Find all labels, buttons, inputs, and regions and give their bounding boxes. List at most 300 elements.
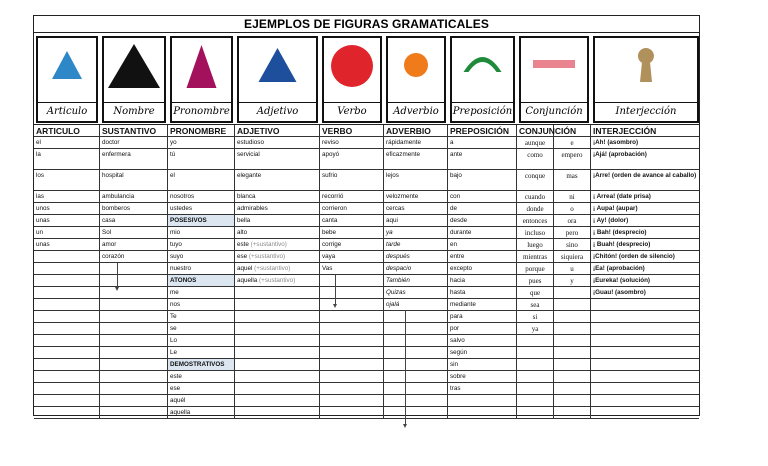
table-cell: empero <box>554 149 591 169</box>
table-cell: cuando <box>517 191 554 202</box>
table-cell: con <box>448 191 517 202</box>
table-cell <box>34 371 100 382</box>
table-cell <box>235 335 320 346</box>
table-row <box>34 137 699 149</box>
table-cell: ya <box>384 227 448 238</box>
table-cell: bella <box>235 215 320 226</box>
column-header: VERBO <box>320 125 384 136</box>
card-caption: Verbo <box>324 102 380 121</box>
table-cell: como <box>517 149 554 169</box>
table-cell: aquella <box>168 407 235 418</box>
table-cell: suyo <box>168 251 235 262</box>
table-cell: rápidamente <box>384 137 448 148</box>
table-cell <box>100 299 168 310</box>
table-cell: Te <box>168 311 235 322</box>
table-cell: que <box>517 287 554 298</box>
table-cell <box>34 287 100 298</box>
table-cell <box>554 383 591 394</box>
table-cell: blanca <box>235 191 320 202</box>
table-cell <box>517 383 554 394</box>
card-frame <box>593 36 699 123</box>
table-cell <box>100 323 168 334</box>
table-cell <box>554 287 591 298</box>
table-cell <box>34 275 100 286</box>
table-cell <box>100 263 168 274</box>
table-row <box>34 383 699 395</box>
table-cell: entre <box>448 251 517 262</box>
table-cell: ¡Eureka! (solución) <box>593 277 651 284</box>
table-cell: según <box>448 347 517 358</box>
table-cell <box>591 311 701 322</box>
table-cell <box>517 359 554 370</box>
table-row <box>34 287 699 299</box>
table-cell: mediante <box>448 299 517 310</box>
table-cell: despacio <box>384 263 448 274</box>
card-verbo <box>320 33 384 125</box>
table-cell: ese <box>168 383 235 394</box>
table-cell: durante <box>448 227 517 238</box>
card-caption: Conjunción <box>521 102 587 121</box>
table-cell: corazón <box>100 251 168 262</box>
card-frame <box>519 36 589 123</box>
table-cell <box>235 407 320 418</box>
table-row <box>34 299 699 311</box>
column-header <box>554 125 591 136</box>
table-cell <box>100 383 168 394</box>
circle-small-shape <box>404 53 428 77</box>
table-cell <box>554 395 591 406</box>
card-caption: Preposición <box>452 102 513 121</box>
table-cell: unos <box>34 203 100 214</box>
table-cell: las <box>34 191 100 202</box>
table-cell: para <box>448 311 517 322</box>
table-cell <box>235 347 320 358</box>
table-cell <box>100 347 168 358</box>
table-cell: Vas <box>320 263 384 274</box>
table-cell <box>591 383 701 394</box>
table-cell <box>100 287 168 298</box>
bar-icon <box>521 38 587 101</box>
table-cell: este <box>168 371 235 382</box>
table-cell: mientras <box>517 251 554 262</box>
table-cell <box>591 371 701 382</box>
arc-icon <box>452 38 513 101</box>
arc-shape <box>464 57 502 72</box>
table-cell <box>100 395 168 406</box>
table-cell: corrige <box>320 239 384 250</box>
table-cell <box>100 407 168 418</box>
table-row <box>34 347 699 359</box>
table-cell <box>591 323 701 334</box>
table-cell <box>554 311 591 322</box>
table-cell: amor <box>100 239 168 250</box>
table-cell: nos <box>168 299 235 310</box>
table-cell: porque <box>517 263 554 274</box>
table-cell: se <box>168 323 235 334</box>
table-cell: POSESIVOS <box>168 215 235 226</box>
bar-shape <box>533 60 575 68</box>
table-cell: cercas <box>384 203 448 214</box>
table-cell: y <box>554 275 591 286</box>
table-cell: ante <box>448 149 517 169</box>
table-cell: ¡Guau! (asombro) <box>593 289 646 296</box>
table-cell: ¡Chitón! (orden de silencio) <box>593 253 675 260</box>
table-cell: Lo <box>168 335 235 346</box>
triangle-tall-icon <box>172 38 231 101</box>
table-cell: mio <box>168 227 235 238</box>
table-cell: ATONOS <box>168 275 235 286</box>
table-cell: o <box>554 203 591 214</box>
table-row <box>34 215 699 227</box>
table-cell <box>320 311 384 322</box>
table-cell <box>100 359 168 370</box>
table-cell: ambulancia <box>100 191 168 202</box>
table-cell: un <box>34 227 100 238</box>
table-cell <box>320 407 384 418</box>
table-cell: aqui <box>384 215 448 226</box>
table-cell: Le <box>168 347 235 358</box>
table-cell: vaya <box>320 251 384 262</box>
card-frame <box>322 36 382 123</box>
keyhole-shape <box>638 48 654 82</box>
table-cell: ¡Ea! (aprobación) <box>593 265 645 272</box>
circle-large-shape <box>331 45 373 87</box>
table-row <box>34 263 699 275</box>
table-cell <box>384 347 448 358</box>
card-caption: Articulo <box>38 102 96 121</box>
table-cell: tú <box>168 149 235 169</box>
table-cell <box>34 359 100 370</box>
table-cell <box>384 335 448 346</box>
table-cell: aunque <box>517 137 554 148</box>
table-cell: en <box>448 239 517 250</box>
table-cell: tarde <box>384 239 448 250</box>
table-cell <box>448 407 517 418</box>
table-row <box>34 275 699 287</box>
card-frame <box>102 36 166 123</box>
table-cell: ¡Ajá! (aprobación) <box>593 151 647 158</box>
table-cell: sino <box>554 239 591 250</box>
table-cell <box>554 407 591 418</box>
table-cell <box>554 299 591 310</box>
table-cell: elegante <box>235 170 320 190</box>
table-cell: e <box>554 137 591 148</box>
table-cell: donde <box>517 203 554 214</box>
table-cell <box>235 287 320 298</box>
card-caption: Nombre <box>104 102 164 121</box>
table-cell: el <box>168 170 235 190</box>
table-cell <box>320 383 384 394</box>
table-cell: doctor <box>100 137 168 148</box>
table-cell: servicial <box>235 149 320 169</box>
table-cell: Quizas <box>384 287 448 298</box>
table-row <box>34 395 699 407</box>
table-cell <box>554 323 591 334</box>
table-cell <box>34 323 100 334</box>
table-cell: entonces <box>517 215 554 226</box>
table-cell: nosotros <box>168 191 235 202</box>
table-cell <box>517 395 554 406</box>
card-adjetivo <box>235 33 320 125</box>
table-row <box>34 239 699 251</box>
table-cell <box>591 395 701 406</box>
table-cell: ese (+sustantivo) <box>235 251 320 262</box>
table-cell: unas <box>34 215 100 226</box>
table-cell: enfermera <box>100 149 168 169</box>
table-cell: ¡ Bah! (desprecio) <box>593 229 647 236</box>
table-cell: pero <box>554 227 591 238</box>
table-cell <box>235 311 320 322</box>
card-adverbio <box>384 33 448 125</box>
table-cell: u <box>554 263 591 274</box>
table-cell <box>320 371 384 382</box>
table-cell: velozmente <box>384 191 448 202</box>
table-cell <box>554 347 591 358</box>
table-cell: ora <box>554 215 591 226</box>
table-cell: corrieron <box>320 203 384 214</box>
table-cell: por <box>448 323 517 334</box>
table-cell: unas <box>34 239 100 250</box>
table-cell <box>320 323 384 334</box>
table-cell: aquel (+sustantivo) <box>235 263 320 274</box>
table-cell <box>591 347 701 358</box>
down-arrow-icon <box>117 263 118 288</box>
table-cell: ¡ Ay! (dolor) <box>593 217 629 224</box>
down-arrow-icon <box>405 310 406 425</box>
table-cell: admirables <box>235 203 320 214</box>
table-cell <box>554 335 591 346</box>
table-cell <box>34 251 100 262</box>
table-cell <box>517 347 554 358</box>
table-cell <box>384 395 448 406</box>
table-cell: ¡Arre! (orden de avance al caballo) <box>593 172 697 179</box>
table-cell <box>384 371 448 382</box>
table-row <box>34 149 699 170</box>
table-cell: conque <box>517 170 554 190</box>
column-header: ADJETIVO <box>235 125 320 136</box>
table-cell: este (+sustantivo) <box>235 239 320 250</box>
table-cell <box>235 371 320 382</box>
card-articulo <box>34 33 100 125</box>
table-cell: yo <box>168 137 235 148</box>
table-cell: pues <box>517 275 554 286</box>
triangle-medium-icon <box>239 38 316 101</box>
table-cell <box>34 347 100 358</box>
table-cell <box>320 359 384 370</box>
column-header: PRONOMBRE <box>168 125 235 136</box>
table-cell: aquél <box>168 395 235 406</box>
table-cell <box>235 359 320 370</box>
triangle-medium-shape <box>259 48 297 82</box>
table-cell: lejos <box>384 170 448 190</box>
table-cell <box>554 359 591 370</box>
card-interjeccin <box>591 33 701 125</box>
table-row <box>34 227 699 239</box>
table-cell: mas <box>554 170 591 190</box>
table-row <box>34 191 699 203</box>
table-cell: si <box>517 311 554 322</box>
table-row <box>34 323 699 335</box>
table-row <box>34 170 699 191</box>
table-cell <box>235 323 320 334</box>
table-cell: sobre <box>448 371 517 382</box>
table-cell: hospital <box>100 170 168 190</box>
table-cell <box>384 359 448 370</box>
table-cell: estudioso <box>235 137 320 148</box>
table-cell: ¡ Aupa! (aupar) <box>593 205 638 212</box>
card-pronombre <box>168 33 235 125</box>
table-cell: eficazmente <box>384 149 448 169</box>
table-row <box>34 311 699 323</box>
triangle-small-shape <box>52 51 82 79</box>
column-header: SUSTANTIVO <box>100 125 168 136</box>
table-cell <box>34 395 100 406</box>
table-cell: aquella (+sustantivo) <box>235 275 320 286</box>
table-cell: incluso <box>517 227 554 238</box>
table-cell <box>591 335 701 346</box>
table-cell: después <box>384 251 448 262</box>
card-preposicin <box>448 33 517 125</box>
page-title: EJEMPLOS DE FIGURAS GRAMATICALES <box>34 16 699 33</box>
table-cell: salvo <box>448 335 517 346</box>
table-cell: desde <box>448 215 517 226</box>
table-cell: ya <box>517 323 554 334</box>
table-cell: ¡ Buah! (desprecio) <box>593 241 651 248</box>
table-cell <box>517 407 554 418</box>
column-header: ADVERBIO <box>384 125 448 136</box>
table-cell: a <box>448 137 517 148</box>
table-cell: tuyo <box>168 239 235 250</box>
table-cell: alto <box>235 227 320 238</box>
table-cell <box>34 335 100 346</box>
table-cell <box>100 371 168 382</box>
card-caption: Interjección <box>595 102 697 121</box>
table-row <box>34 335 699 347</box>
card-frame <box>386 36 446 123</box>
table-cell: ¡ Arrea! (date prisa) <box>593 193 651 200</box>
table-cell <box>34 407 100 418</box>
table-cell <box>384 311 448 322</box>
table-cell <box>517 335 554 346</box>
table-cell <box>34 311 100 322</box>
column-header: CONJUNCIÓN <box>519 126 577 136</box>
table-cell <box>384 383 448 394</box>
table-row <box>34 371 699 383</box>
triangle-small-icon <box>38 38 96 101</box>
table-cell: siquiera <box>554 251 591 262</box>
table-cell: reviso <box>320 137 384 148</box>
table-cell <box>384 407 448 418</box>
card-caption: Adjetivo <box>239 102 316 121</box>
table-cell: Sol <box>100 227 168 238</box>
table-cell: hasta <box>448 287 517 298</box>
column-header: PREPOSICIÓN <box>448 125 517 136</box>
card-caption: Pronombre <box>172 102 231 121</box>
triangle-large-icon <box>104 38 164 101</box>
triangle-large-shape <box>108 44 160 88</box>
table-cell: ojalá <box>384 299 448 310</box>
table-cell <box>554 371 591 382</box>
table-cell: canta <box>320 215 384 226</box>
table-cell <box>517 371 554 382</box>
table-cell: sin <box>448 359 517 370</box>
table-cell <box>320 287 384 298</box>
table-row <box>34 251 699 263</box>
down-arrow-icon <box>335 275 336 305</box>
table-cell <box>448 395 517 406</box>
keyhole-icon <box>595 38 697 101</box>
table-cell: recorrió <box>320 191 384 202</box>
table-cell: bomberos <box>100 203 168 214</box>
table-cell <box>591 407 701 418</box>
table-cell <box>320 335 384 346</box>
table-cell <box>100 311 168 322</box>
table-cell: sea <box>517 299 554 310</box>
table-cell: casa <box>100 215 168 226</box>
table-cell: bajo <box>448 170 517 190</box>
table-row <box>34 407 699 419</box>
circle-small-icon <box>388 38 444 101</box>
card-frame <box>170 36 233 123</box>
table-cell: los <box>34 170 100 190</box>
table-cell <box>591 359 701 370</box>
card-frame <box>36 36 98 123</box>
table-cell: el <box>34 137 100 148</box>
header-row <box>34 125 699 137</box>
table-cell: ni <box>554 191 591 202</box>
table-cell: tras <box>448 383 517 394</box>
table-cell: ¡Ah! (asombro) <box>593 139 639 146</box>
table-cell <box>235 395 320 406</box>
table-cell: hacia <box>448 275 517 286</box>
table-row <box>34 203 699 215</box>
table-cell <box>320 299 384 310</box>
table-cell <box>34 383 100 394</box>
card-caption: Adverbio <box>388 102 444 121</box>
table-cell <box>100 335 168 346</box>
table-cell: luego <box>517 239 554 250</box>
table-cell <box>34 263 100 274</box>
table-cell <box>320 395 384 406</box>
table-cell <box>384 323 448 334</box>
table-cell: me <box>168 287 235 298</box>
card-frame <box>450 36 515 123</box>
table-cell: nuestro <box>168 263 235 274</box>
table-row <box>34 359 699 371</box>
table-cell: sufrio <box>320 170 384 190</box>
table-cell <box>100 275 168 286</box>
symbol-cards <box>34 33 699 125</box>
card-frame <box>237 36 318 123</box>
card-nombre <box>100 33 168 125</box>
card-conjuncin <box>517 33 591 125</box>
table-cell: excepto <box>448 263 517 274</box>
table-cell: de <box>448 203 517 214</box>
column-header: INTERJECCIÓN <box>593 126 657 136</box>
table-cell: apoyó <box>320 149 384 169</box>
table-cell <box>320 275 384 286</box>
table-cell: bebe <box>320 227 384 238</box>
table-cell: DEMOSTRATIVOS <box>168 359 235 370</box>
column-header: ARTICULO <box>34 125 100 136</box>
grammar-sheet <box>33 15 700 416</box>
triangle-tall-shape <box>187 45 217 88</box>
table-cell: la <box>34 149 100 169</box>
table-cell <box>591 299 701 310</box>
table-cell <box>235 299 320 310</box>
circle-large-icon <box>324 38 380 101</box>
table-cell <box>320 347 384 358</box>
